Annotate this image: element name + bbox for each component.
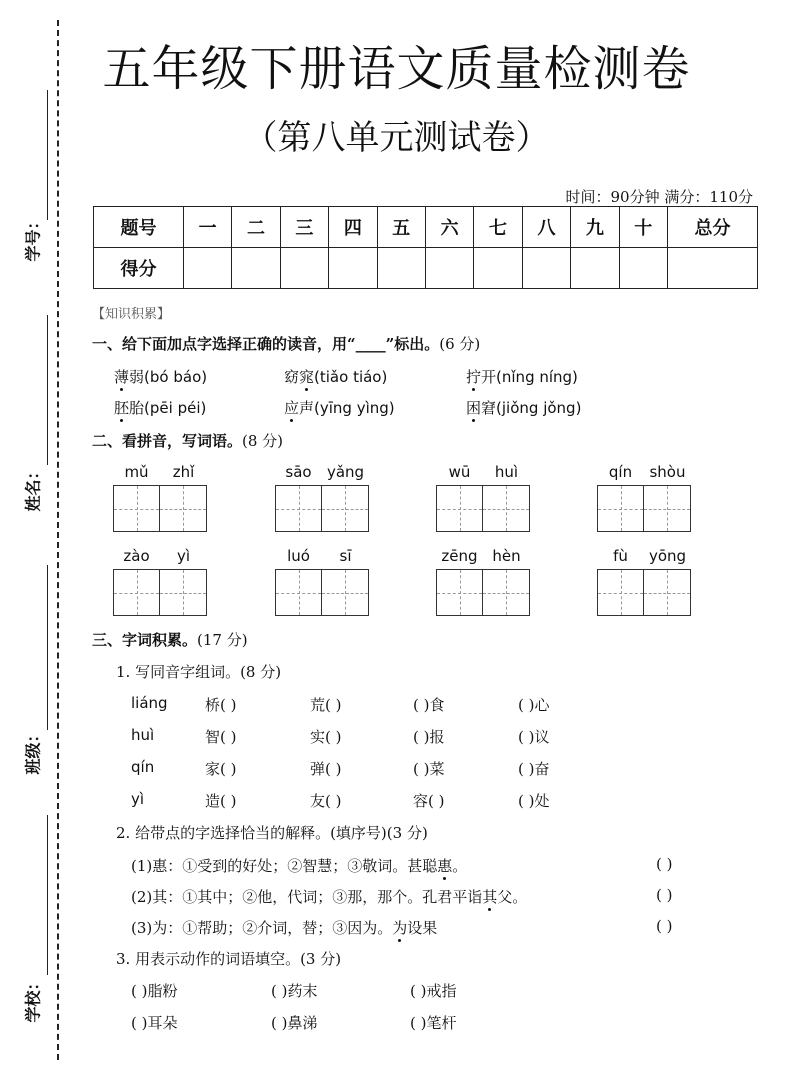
- homophone-blank[interactable]: ( )心: [518, 696, 550, 714]
- q3-sub2-heading: 2. 给带点的字选择恰当的解释。(填序号)(3 分): [116, 824, 428, 842]
- name-line: [47, 315, 48, 465]
- writing-box[interactable]: [113, 569, 160, 616]
- page-title: 五年级下册语文质量检测卷: [102, 41, 691, 97]
- score-cell[interactable]: [522, 248, 570, 289]
- header-cell: 二: [232, 207, 280, 248]
- header-cell: 十: [619, 207, 667, 248]
- school-field[interactable]: [14, 815, 50, 1030]
- homophone-blank[interactable]: 造( ): [205, 792, 237, 810]
- homophone-pinyin: qín: [131, 758, 155, 776]
- name-field[interactable]: [14, 315, 50, 515]
- action-blank[interactable]: ( )笔杆: [410, 1014, 457, 1032]
- homophone-blank[interactable]: 家( ): [205, 760, 237, 778]
- score-cell[interactable]: [571, 248, 619, 289]
- score-cell[interactable]: [667, 248, 757, 289]
- class-field[interactable]: [14, 565, 50, 785]
- score-cell[interactable]: [425, 248, 473, 289]
- q1-item: 困窘(jiǒng jǒng): [466, 399, 582, 417]
- definition-item: (3)为：①帮助；②介词，替；③因为。为设果: [131, 919, 438, 937]
- header-cell: 九: [571, 207, 619, 248]
- q3-sub3-heading: 3. 用表示动作的词语填空。(3 分): [116, 950, 342, 968]
- score-cell[interactable]: [280, 248, 328, 289]
- header-cell: 四: [329, 207, 377, 248]
- action-blank[interactable]: ( )药末: [271, 982, 318, 1000]
- score-table-score-row: [94, 248, 758, 289]
- writing-box[interactable]: [483, 485, 530, 532]
- writing-box[interactable]: [322, 569, 369, 616]
- score-cell[interactable]: [232, 248, 280, 289]
- score-cell[interactable]: [474, 248, 522, 289]
- q1-item: 拧开(nǐng níng): [466, 368, 578, 386]
- class-line: [47, 565, 48, 730]
- homophone-blank[interactable]: 桥( ): [205, 696, 237, 714]
- score-table-header-row: [94, 207, 758, 248]
- header-cell: 题号: [94, 207, 184, 248]
- header-cell: 三: [280, 207, 328, 248]
- action-blank[interactable]: ( )戒指: [410, 982, 457, 1000]
- action-blank[interactable]: ( )耳朵: [131, 1014, 178, 1032]
- homophone-blank[interactable]: 实( ): [310, 728, 342, 746]
- header-cell: 总分: [667, 207, 757, 248]
- header-cell: 八: [522, 207, 570, 248]
- binding-dashed-line: [57, 20, 59, 1060]
- homophone-blank[interactable]: 弹( ): [310, 760, 342, 778]
- homophone-blank[interactable]: ( )议: [518, 728, 550, 746]
- student-no-label: 学号：: [23, 213, 43, 262]
- homophone-blank[interactable]: ( )报: [413, 728, 445, 746]
- question-2-text: 二、看拼音，写词语。: [92, 432, 243, 450]
- answer-blank[interactable]: ( ): [656, 886, 673, 904]
- question-3-text: 三、字词积累。: [92, 631, 198, 649]
- header-cell: 六: [425, 207, 473, 248]
- question-2-heading: [92, 430, 283, 451]
- homophone-pinyin: liáng: [131, 694, 168, 712]
- writing-box[interactable]: [644, 485, 691, 532]
- class-label: 班级：: [23, 726, 43, 775]
- q1-item: 薄弱(bó báo): [114, 368, 208, 386]
- question-3-heading: [92, 629, 248, 650]
- homophone-blank[interactable]: ( )菜: [413, 760, 445, 778]
- question-1-heading: [92, 333, 480, 354]
- q1-item: 窈窕(tiǎo tiáo): [284, 368, 388, 386]
- header-cell: 七: [474, 207, 522, 248]
- definition-item: (2)其：①其中；②他，代词；③那，那个。孔君平诣其父。: [131, 888, 528, 906]
- homophone-blank[interactable]: ( )食: [413, 696, 445, 714]
- answer-blank[interactable]: ( ): [656, 917, 673, 935]
- homophone-pinyin: yì: [131, 790, 145, 808]
- school-label: 学校：: [23, 974, 43, 1023]
- question-2-points: (8 分): [242, 432, 284, 450]
- score-table: [93, 206, 758, 289]
- score-row-label: 得分: [94, 248, 184, 289]
- writing-box[interactable]: [113, 485, 160, 532]
- writing-box[interactable]: [436, 485, 483, 532]
- time-score-info: 时间：90分钟 满分：110分: [565, 188, 753, 206]
- writing-box[interactable]: [275, 569, 322, 616]
- q1-item: 胚胎(pēi péi): [114, 399, 207, 417]
- writing-box[interactable]: [597, 485, 644, 532]
- score-cell[interactable]: [329, 248, 377, 289]
- homophone-blank[interactable]: 友( ): [310, 792, 342, 810]
- question-3-points: (17 分): [197, 631, 248, 649]
- writing-box[interactable]: [644, 569, 691, 616]
- name-label: 姓名：: [23, 463, 43, 512]
- header-cell: 一: [183, 207, 231, 248]
- score-cell[interactable]: [619, 248, 667, 289]
- question-1-points: (6 分): [439, 335, 481, 353]
- section-tag: 【知识积累】: [92, 307, 171, 322]
- writing-box[interactable]: [483, 569, 530, 616]
- homophone-pinyin: huì: [131, 726, 155, 744]
- action-blank[interactable]: ( )鼻涕: [271, 1014, 318, 1032]
- homophone-blank[interactable]: 智( ): [205, 728, 237, 746]
- homophone-blank[interactable]: 荒( ): [310, 696, 342, 714]
- page-subtitle: （第八单元测试卷）: [243, 118, 550, 158]
- header-cell: 五: [377, 207, 425, 248]
- writing-box[interactable]: [597, 569, 644, 616]
- action-blank[interactable]: ( )脂粉: [131, 982, 178, 1000]
- homophone-blank[interactable]: ( )奋: [518, 760, 550, 778]
- homophone-blank[interactable]: ( )处: [518, 792, 550, 810]
- definition-item: (1)惠：①受到的好处；②智慧；③敬词。甚聪惠。: [131, 857, 468, 875]
- answer-blank[interactable]: ( ): [656, 855, 673, 873]
- writing-box[interactable]: [160, 569, 207, 616]
- writing-box[interactable]: [160, 485, 207, 532]
- q3-sub1-heading: 1. 写同音字组词。(8 分): [116, 663, 282, 681]
- school-line: [47, 815, 48, 975]
- question-1-text: 一、给下面加点字选择正确的读音，用“____”标出。: [92, 335, 440, 353]
- score-cell[interactable]: [183, 248, 231, 289]
- score-cell[interactable]: [377, 248, 425, 289]
- writing-box[interactable]: [322, 485, 369, 532]
- q1-item: 应声(yīng yìng): [284, 399, 395, 417]
- writing-box[interactable]: [436, 569, 483, 616]
- writing-box[interactable]: [275, 485, 322, 532]
- homophone-blank[interactable]: 容( ): [413, 792, 445, 810]
